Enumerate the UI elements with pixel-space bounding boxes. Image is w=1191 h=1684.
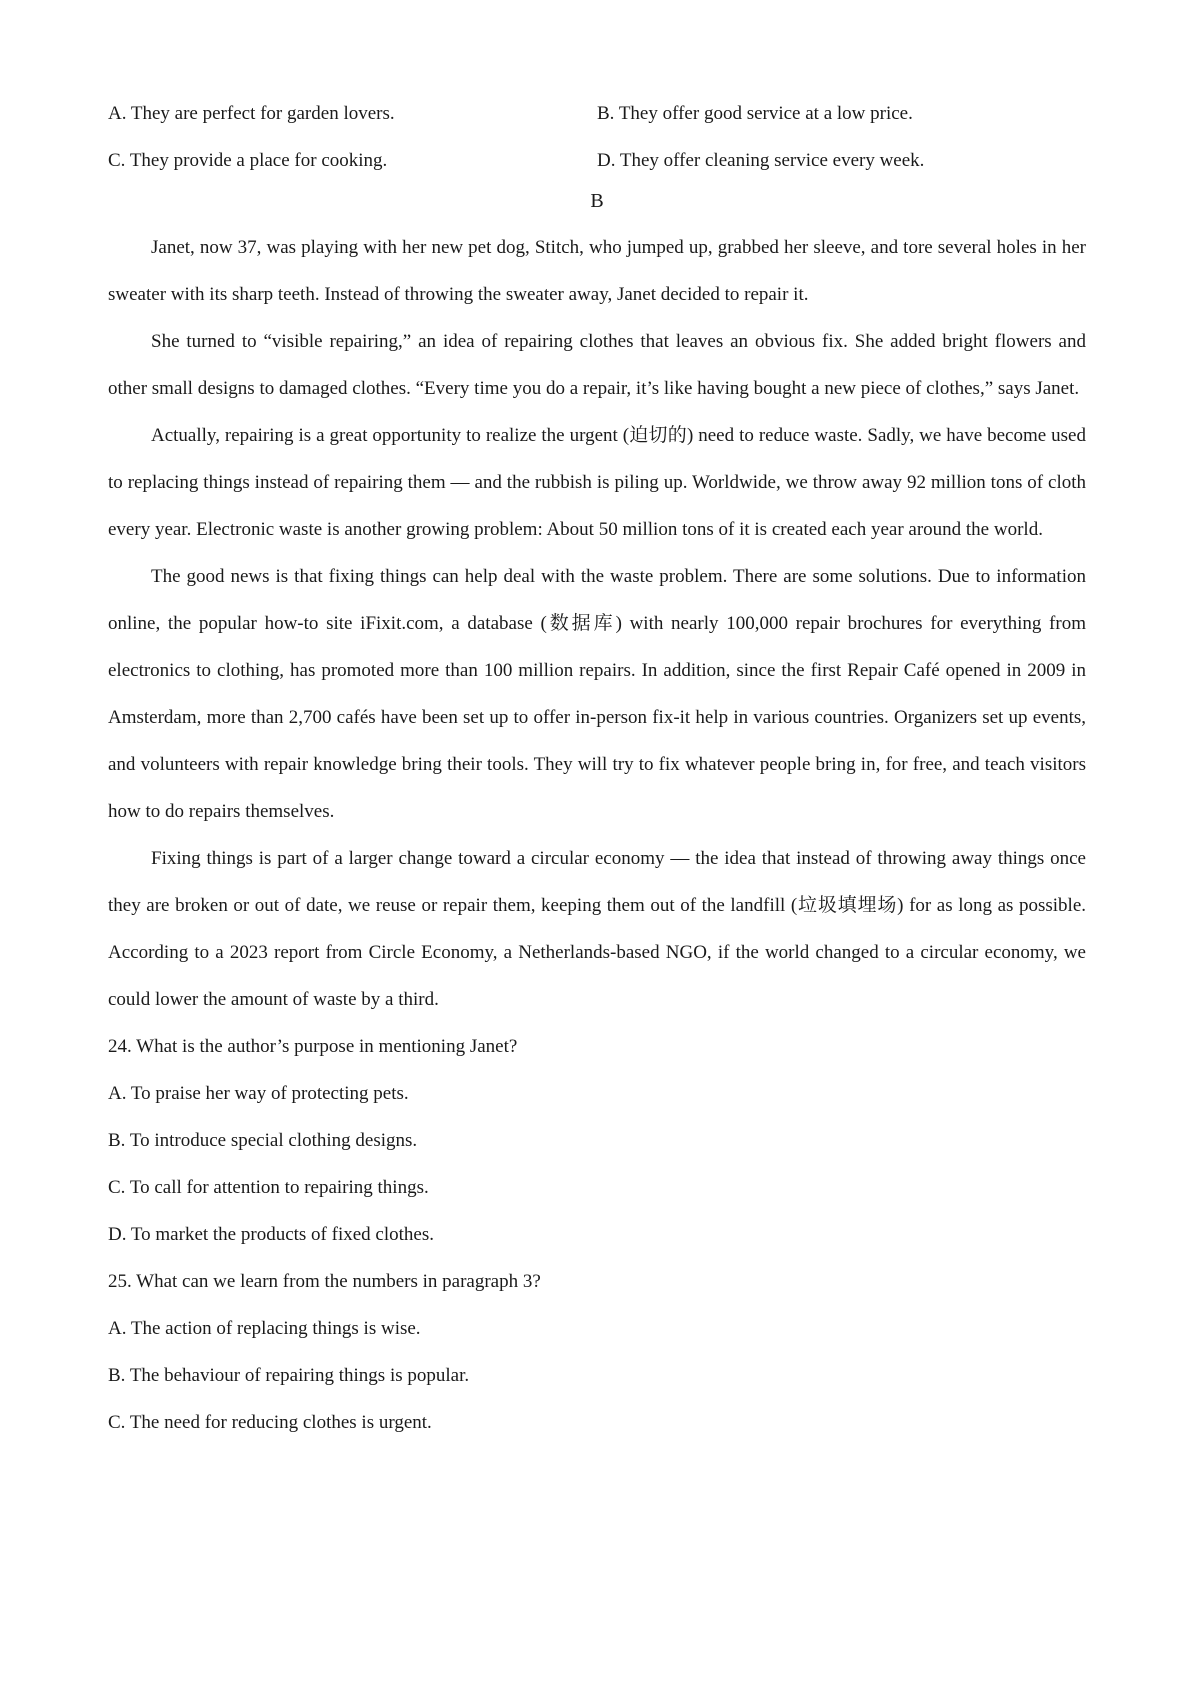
passage-paragraph-4: The good news is that fixing things can help deal with the waste problem. There are some solutions. Due to information online, the popular how-to site iFixit.com, a database (数据库) with nearly 100,000 repair brochures for everything from electronics to clothing, has promoted more than 100 million repairs. In addition, since the first Repair Café opened in 2009 in Amsterdam, more than 2,700 cafés have been set up to offer in-person fix-it help in various countries. Organizers set up events, and volunteers with repair knowledge bring their tools. They will try to fix whatever people bring in, for free, and teach visitors how to do repairs themselves. [108,566,1086,822]
question-25 [108,1258,1086,1446]
passage-paragraph-5: Fixing things is part of a larger change toward a circular economy — the idea that instead of throwing away things once they are broken or out of date, we reuse or repair them, keeping them out of the landfill (垃圾填埋场) for as long as possible. According to a 2023 report from Circle Economy, a Netherlands-based NGO, if the world changed to a circular economy, we could lower the amount of waste by a third. [108,848,1086,1010]
passage-paragraph-3: Actually, repairing is a great opportunity to realize the urgent (迫切的) need to reduce waste. Sadly, we have become used to replacing things instead of repairing them — and the rubbish is piling up. Worldwide, we throw away 92 million tons of cloth every year. Electronic waste is another growing problem: About 50 million tons of it is created each year around the world. [108,425,1086,540]
passage-paragraph-1: Janet, now 37, was playing with her new pet dog, Stitch, who jumped up, grabbed her sleeve, and tore several holes in her sweater with its sharp teeth. Instead of throwing the sweater away, Janet decided to repair it. [108,237,1086,305]
exam-page [108,90,1086,1446]
option-b: B. They offer good service at a low price. [597,103,913,124]
prev-options-row-2 [108,137,1086,184]
prev-options-row-1 [108,90,1086,137]
answer-option: B. The behaviour of repairing things is popular. [108,1365,470,1386]
answer-option: A. The action of replacing things is wise. [108,1318,421,1339]
answer-option: B. To introduce special clothing designs. [108,1130,418,1151]
section-label: B [590,190,604,212]
option-a: A. They are perfect for garden lovers. [108,103,395,124]
option-d: D. They offer cleaning service every week. [597,150,925,171]
question-24 [108,1023,1086,1258]
answer-option: C. The need for reducing clothes is urgent. [108,1412,432,1433]
answer-option: A. To praise her way of protecting pets. [108,1083,409,1104]
answer-option: D. To market the products of fixed clothes. [108,1224,434,1245]
answer-option: C. To call for attention to repairing things. [108,1177,429,1198]
question-stem: 25. What can we learn from the numbers in paragraph 3? [108,1271,541,1292]
passage-paragraph-2: She turned to “visible repairing,” an idea of repairing clothes that leaves an obvious fix. She added bright flowers and other small designs to damaged clothes. “Every time you do a repair, it’s like having bought a new piece of clothes,” says Janet. [108,331,1086,399]
option-c: C. They provide a place for cooking. [108,150,388,171]
question-stem: 24. What is the author’s purpose in mentioning Janet? [108,1036,518,1057]
